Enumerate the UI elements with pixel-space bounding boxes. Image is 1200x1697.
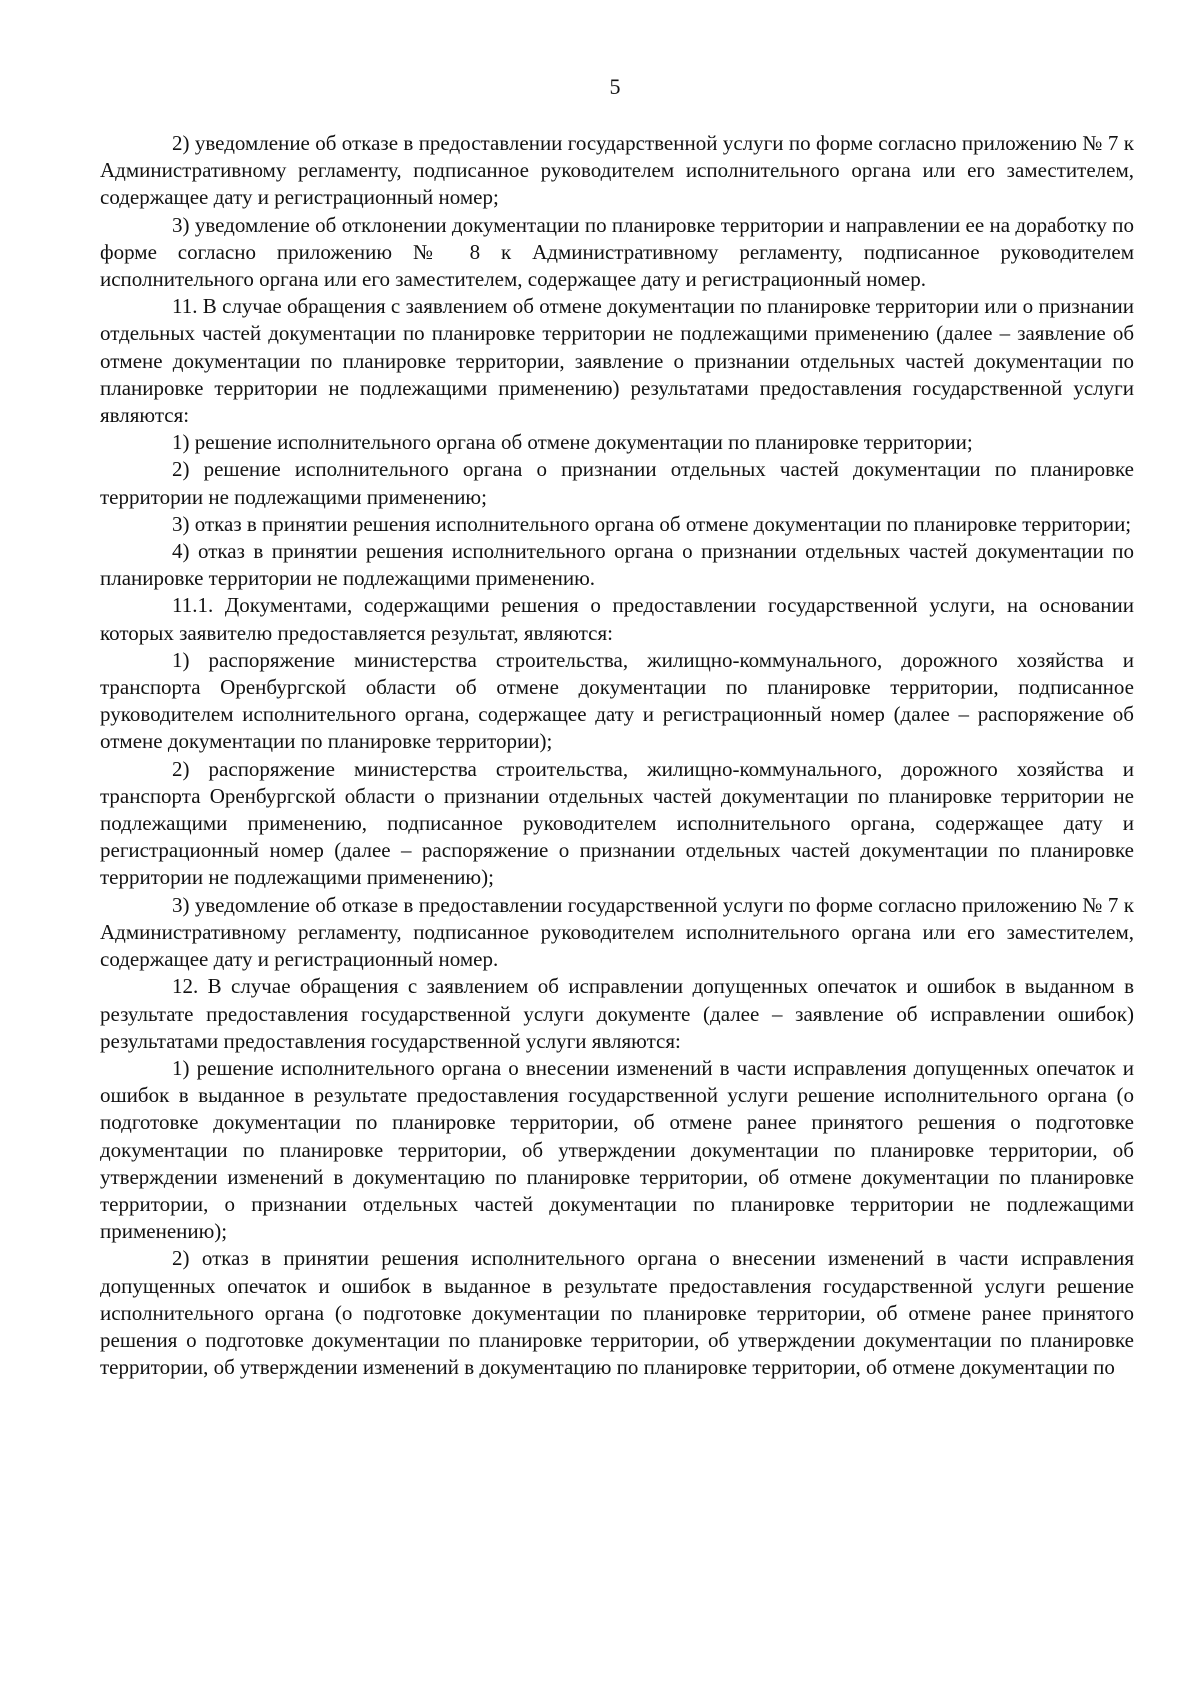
paragraph-item-3-rejection-notice: 3) уведомление об отклонении документации по планировке территории и направлении ее на доработку по форме согласно приложению № 8 к Административному регламенту, подписанное руководителем исполнительного органа или его заместителем, содержащее дату и регистрационный номер. — [100, 212, 1134, 292]
paragraph-clause-11: 11. В случае обращения с заявлением об отмене документации по планировке территории или о признании отдельных частей документации по планировке территории не подлежащими применению (далее – заявление об отмене документации по планировке территории, заявление о признании отдельных частей документации по планировке территории не подлежащими применению) результатами предоставления государственной услуги являются: — [100, 294, 1134, 428]
paragraph-clause-11-1: 11.1. Документами, содержащими решения о предоставлении государственной услуги, на основании которых заявителю предоставляется результат, являются: — [100, 593, 1134, 645]
paragraph-clause-11-item-1: 1) решение исполнительного органа об отмене документации по планировке территории; — [172, 430, 973, 455]
paragraph-clause-11-1-item-1: 1) распоряжение министерства строительства, жилищно-коммунального, дорожного хозяйства и транспорта Оренбургской области об отмене документации по планировке территории, подписанное руководителем исполнительного органа, содержащее дату и регистрационный номер (далее – распоряжение об отмене документации по планировке территории); — [100, 647, 1134, 754]
paragraph-clause-11-item-4: 4) отказ в принятии решения исполнительного органа о признании отдельных частей документации по планировке территории не подлежащими применению. — [100, 539, 1134, 591]
paragraph-clause-12: 12. В случае обращения с заявлением об исправлении допущенных опечаток и ошибок в выданном в результате предоставления государственной услуги документе (далее – заявление об исправлении ошибок) результатами предоставления государственной услуги являются: — [100, 974, 1134, 1053]
paragraph-clause-11-1-item-3: 3) уведомление об отказе в предоставлении государственной услуги по форме согласно приложению № 7 к Административному регламенту, подписанное руководителем исполнительного органа или его заместителем, содержащее дату и регистрационный номер. — [100, 892, 1134, 972]
paragraph-clause-12-item-2: 2) отказ в принятии решения исполнительного органа о внесении изменений в части исправления допущенных опечаток и ошибок в выданное в результате предоставления государственной услуги решение исполнительного органа (о подготовке документации по планировке территории, об отмене ранее принятого решения о подготовке документации по планировке территории, об утверждении документации по планировке территории, об утверждении изменений в документацию по планировке территории, об отмене документации по — [100, 1246, 1134, 1380]
paragraph-item-2-refusal-notice: 2) уведомление об отказе в предоставлении государственной услуги по форме согласно приложению № 7 к Административному регламенту, подписанное руководителем исполнительного органа или его заместителем, содержащее дату и регистрационный номер; — [100, 131, 1134, 210]
paragraph-clause-11-item-2: 2) решение исполнительного органа о признании отдельных частей документации по планировке территории не подлежащими применению; — [100, 457, 1134, 509]
paragraph-clause-12-item-1: 1) решение исполнительного органа о внесении изменений в части исправления допущенных опечаток и ошибок в выданное в результате предоставления государственной услуги решение исполнительного органа (о подготовке документации по планировке территории, об отмене ранее принятого решения о подготовке документации по планировке территории, об утверждении документации по планировке территории, об утверждении изменений в документацию по планировке территории, об отмене документации по планировке территории, о признании отдельных частей документации по планировке территории не подлежащими применению); — [100, 1055, 1134, 1244]
document-body — [100, 130, 1134, 1381]
paragraph-clause-11-item-3: 3) отказ в принятии решения исполнительного органа об отмене документации по планировке территории; — [172, 511, 1132, 536]
page-number: 5 — [609, 74, 621, 99]
paragraph-clause-11-1-item-2: 2) распоряжение министерства строительства, жилищно-коммунального, дорожного хозяйства и транспорта Оренбургской области о признании отдельных частей документации по планировке территории не подлежащими применению, подписанное руководителем исполнительного органа, содержащее дату и регистрационный номер (далее – распоряжение о признании отдельных частей документации по планировке территории не подлежащими применению); — [100, 756, 1134, 890]
